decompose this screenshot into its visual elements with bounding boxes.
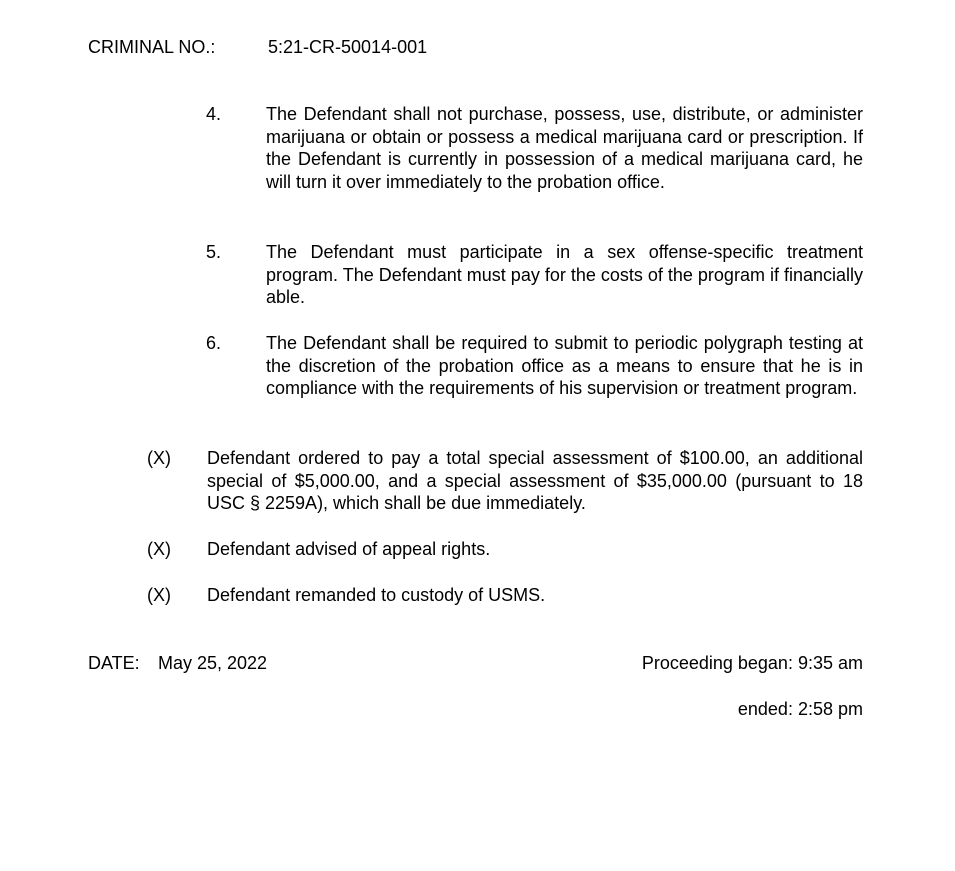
criminal-no-label: CRIMINAL NO.: [88,37,216,57]
condition-5-number: 5. [206,242,222,262]
order-appeal-text: Defendant advised of appeal rights. [207,539,491,559]
order-assessment-mark: (X) [147,448,171,468]
order-remand-mark: (X) [147,585,171,605]
proceeding-ended: ended: 2:58 pm [737,699,863,719]
order-assessment-text: Defendant ordered to pay a total special assessment of $100.00, an additional special of $5,000.00, and a special assessment of $35,000.00 (pursuant to 18 USC § 2259A), which shall be due immediately. [207,448,863,514]
condition-4-text: The Defendant shall not purchase, possess, use, distribute, or administer marijuana or obtain or possess a medical marijuana card or prescription. If the Defendant is currently in possession of a medical marijuana card, he will turn it over immediately to the probation office. [266,104,863,192]
date-label: DATE: [88,653,140,673]
criminal-no-value: 5:21-CR-50014-001 [268,37,428,57]
proceeding-began: Proceeding began: 9:35 am [641,653,863,673]
condition-6-number: 6. [206,333,222,353]
condition-6-text: The Defendant shall be required to submit to periodic polygraph testing at the discretion of the probation office as a means to ensure that he is in compliance with the requirements of his supervision or treatment program. [266,333,863,399]
order-appeal-mark: (X) [147,539,171,559]
condition-4-number: 4. [206,104,222,124]
date-value: May 25, 2022 [158,653,268,673]
order-remand-text: Defendant remanded to custody of USMS. [207,585,546,605]
condition-5-text: The Defendant must participate in a sex offense-specific treatment program. The Defendant must pay for the costs of the program if financially able. [266,242,863,308]
